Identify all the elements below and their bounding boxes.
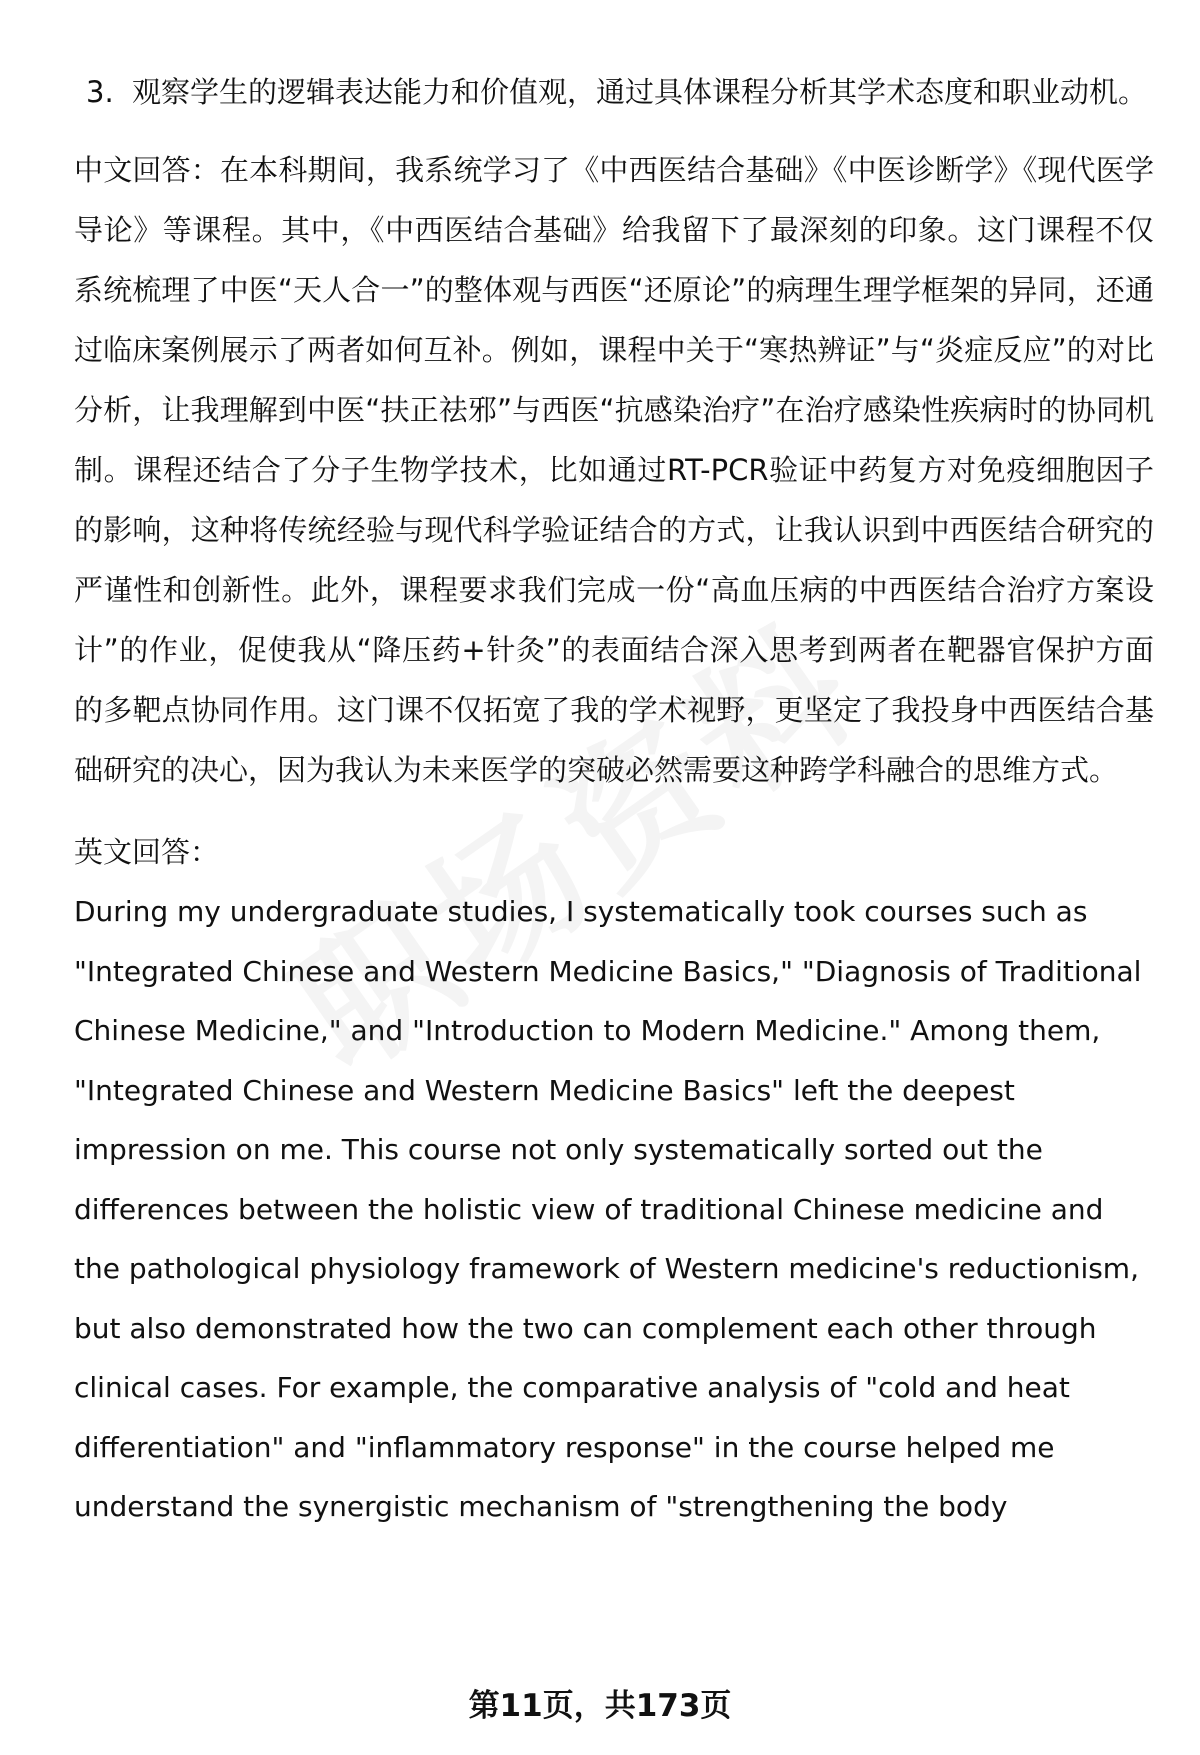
english-answer-label: 英文回答： <box>74 835 220 869</box>
chinese-answer-label: 中文回答： <box>74 153 220 187</box>
list-item-number: 3. <box>86 75 114 109</box>
list-item-text: 观察学生的逻辑表达能力和价值观，通过具体课程分析其学术态度和职业动机。 <box>132 75 1148 109</box>
chinese-answer-text: 在本科期间，我系统学习了《中西医结合基础》《中医诊断学》《现代医学导论》等课程。其中，《中西医结合基础》给我留下了最深刻的印象。这门课程不仅系统梳理了中医“天人合一”的整体观与西医“还原论”的病理生理学框架的异同，还通过临床案例展示了两者如何互补。例如，课程中关于“寒热辨证”与“炎症反应”的对比分析，让我理解到中医“扶正祛邪”与西医“抗感染治疗”在治疗感染性疾病时的协同机制。课程还结合了分子生物学技术，比如通过RT-PCR验证中药复方对免疫细胞因子的影响，这种将传统经验与现代科学验证结合的方式，让我认识到中西医结合研究的严谨性和创新性。此外，课程要求我们完成一份“高血压病的中西医结合治疗方案设计”的作业，促使我从“降压药+针灸”的表面结合深入思考到两者在靶器官保护方面的多靶点协同作用。这门课不仅拓宽了我的学术视野，更坚定了我投身中西医结合基础研究的决心，因为我认为未来医学的突破必然需要这种跨学科融合的思维方式。 <box>74 153 1154 787</box>
page-content <box>74 62 1154 1537</box>
page-number: 第11页，共173页 <box>468 1688 732 1724</box>
chinese-answer <box>74 140 1154 800</box>
list-item <box>74 62 1154 122</box>
english-answer-text: During my undergraduate studies, I systematically took courses such as "Integrated Chinese and Western Medicine Basics," "Diagnosis of Traditional Chinese Medicine," and "Introduction to Modern Medicine." Among them, "Integrated Chinese and Western Medicine Basics" left the deepest impression on me. This course not only systematically sorted out the differences between the holistic view of traditional Chinese medicine and the pathological physiology framework of Western medicine's reductionism, but also demonstrated how the two can complement each other through clinical cases. For example, the comparative analysis of "cold and heat differentiation" and "inflammatory response" in the course helped me understand the synergistic mechanism of "strengthening the body <box>74 895 1142 1523</box>
